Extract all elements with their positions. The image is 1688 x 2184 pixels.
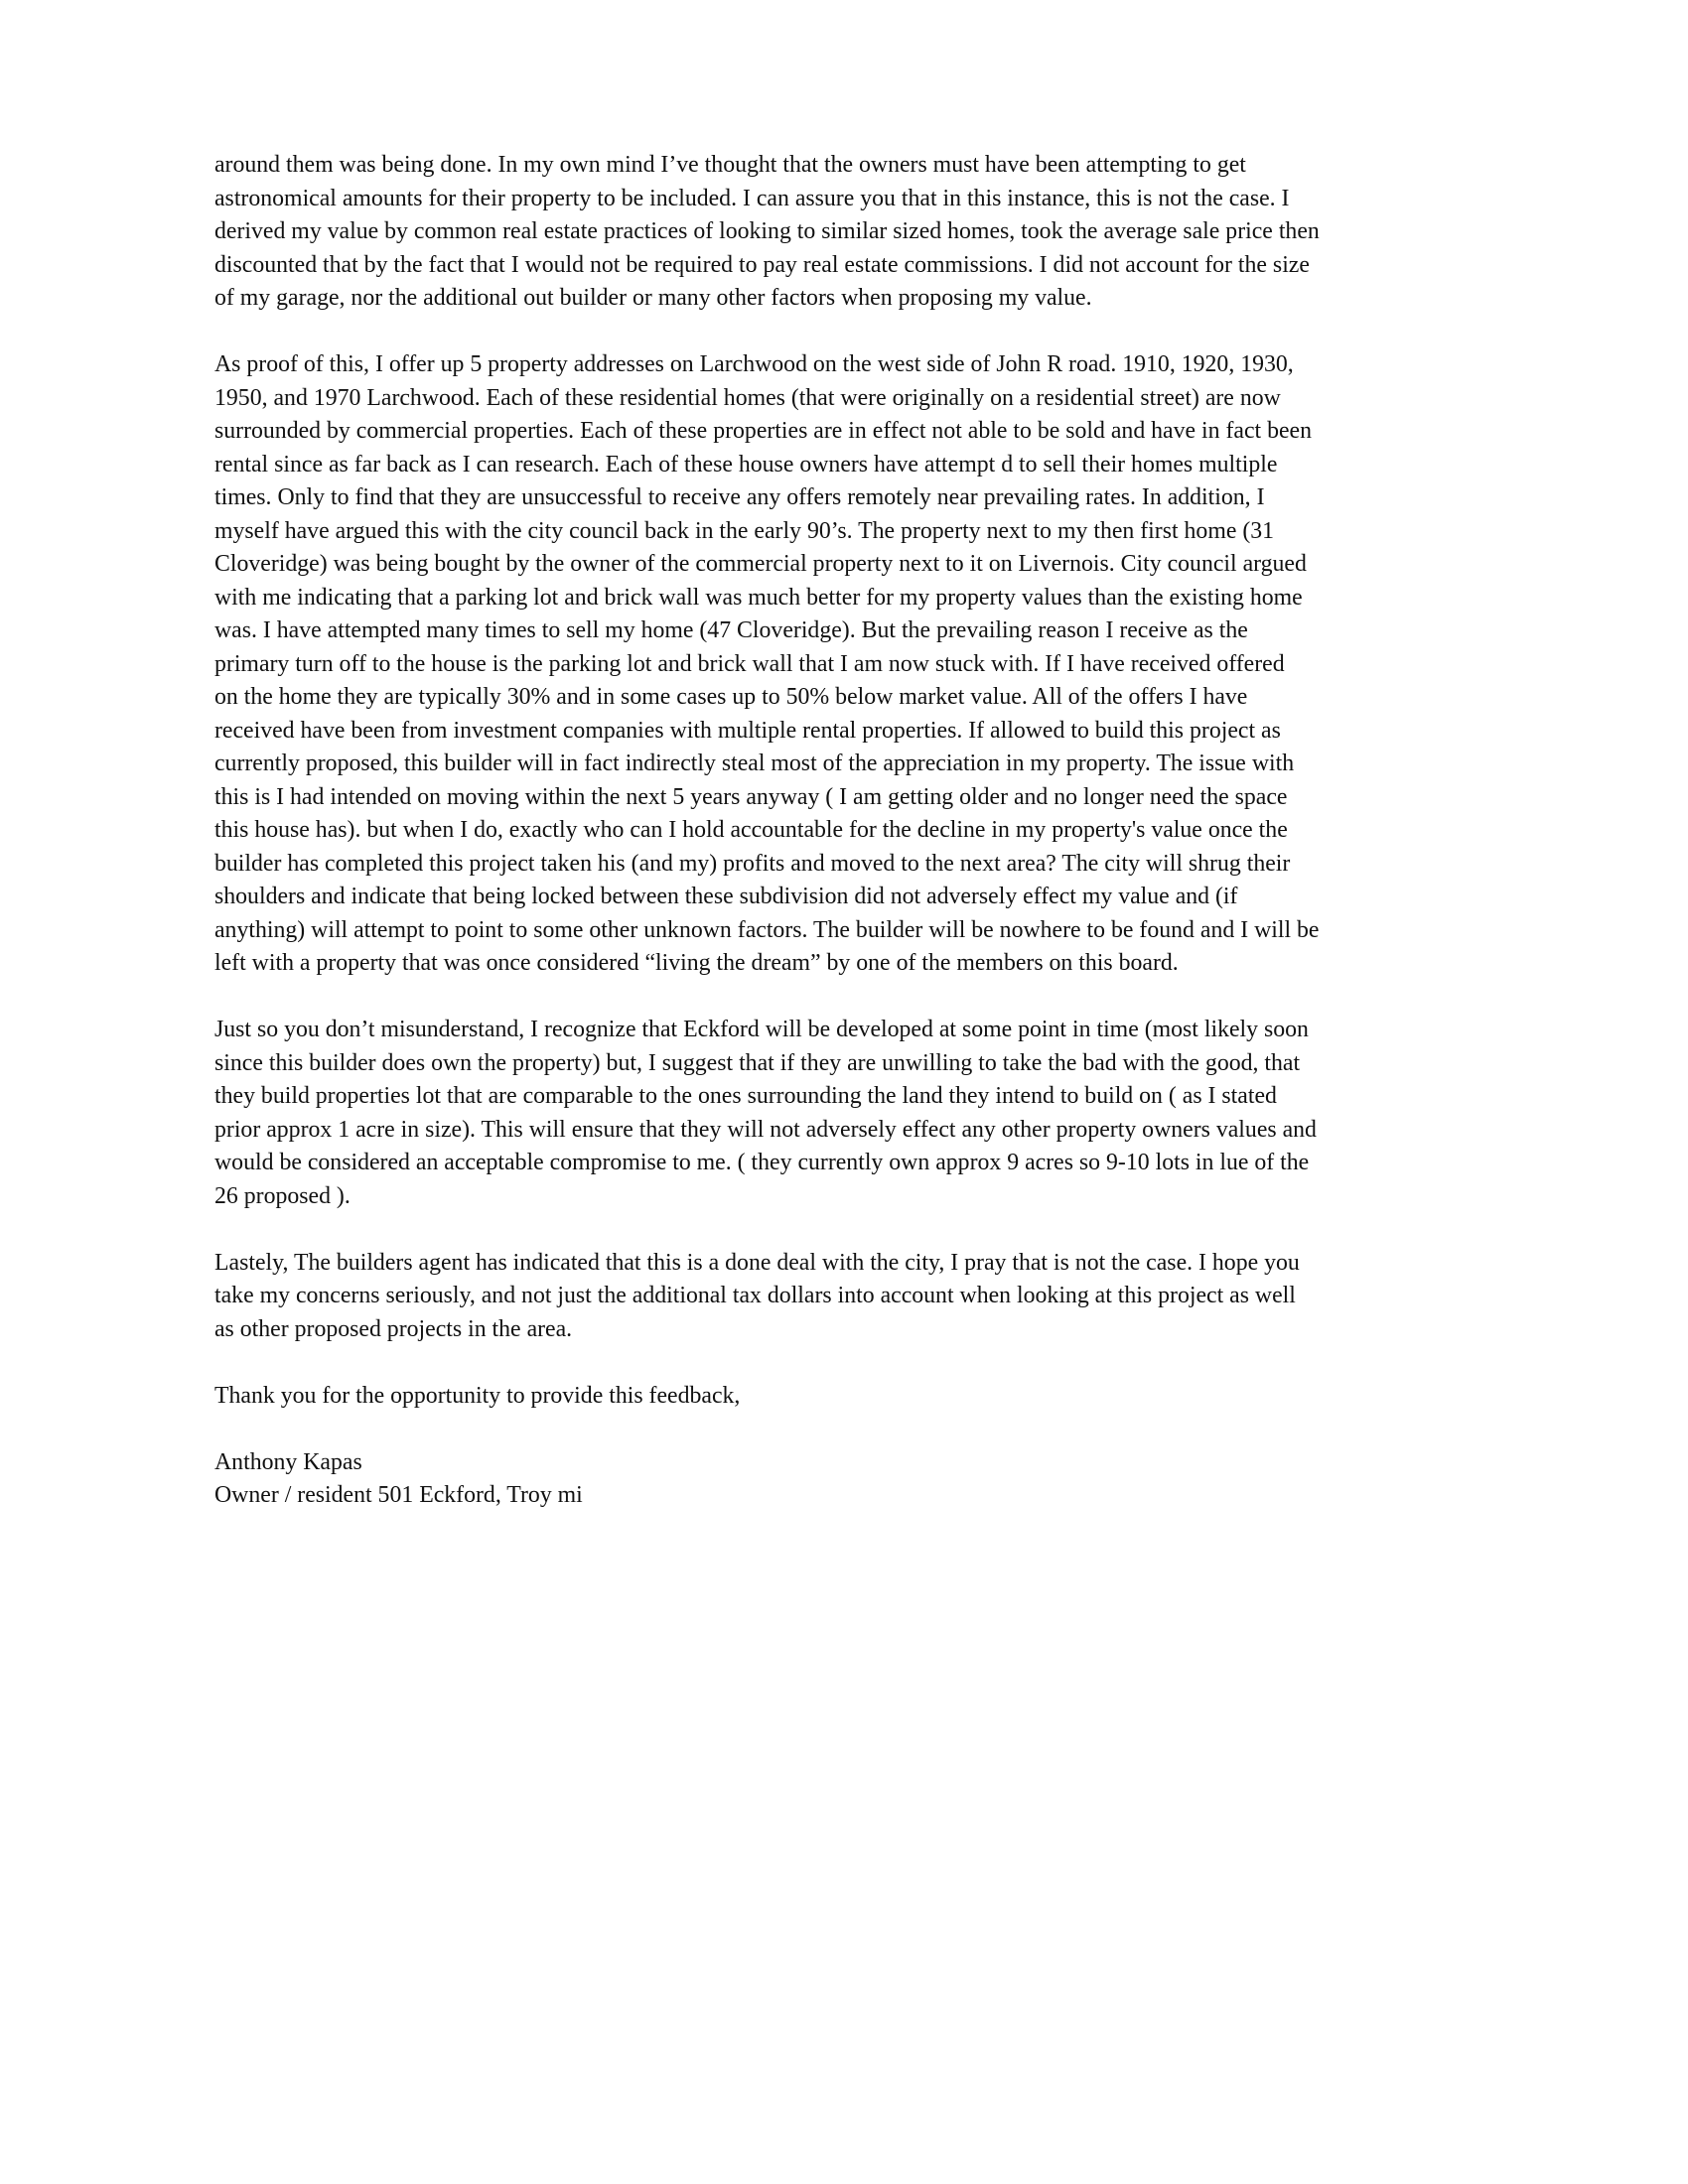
paragraph-eckford-compromise: Just so you don’t misunderstand, I recognize that Eckford will be developed at some point in time (most likely soon since this builder does own the property) but, I suggest that if they are unwilling to take the bad with the good, that they build properties lot that are comparable to the ones surrounding the land they intend to build on ( as I stated prior approx 1 acre in size). This will ensure that they will not adversely effect any other property owners values and would be considered an acceptable compromise to me. ( they currently own approx 9 acres so 9-10 lots in lue of the 26 proposed ). [214, 1017, 1317, 1209]
signature-block [214, 1446, 1480, 1513]
paragraph-closing-concerns: Lastely, The builders agent has indicated that this is a done deal with the city, I pray that is not the case. I hope you take my concerns seriously, and not just the additional tax dollars into account when looking at this project as well as other proposed projects in the area. [214, 1249, 1300, 1342]
paragraph-larchwood-proof: As proof of this, I offer up 5 property addresses on Larchwood on the west side of John R road. 1910, 1920, 1930, 1950, and 1970 Larchwood. Each of these residential homes (that were originally on a residential street) are now surrounded by commercial properties. Each of these properties are in effect not able to be sold and have in fact been rental since as far back as I can research. Each of these house owners have attempt d to sell their homes multiple times. Only to find that they are unsuccessful to receive any offers remotely near prevailing rates. In addition, I myself have argued this with the city council back in the early 90’s. The property next to my then first home (31 Cloveridge) was being bought by the owner of the commercial property next to it on Livernois. City council argued with me indicating that a parking lot and brick wall was much better for my property values than the existing home was. I have attempted many times to sell my home (47 Cloveridge). But the prevailing reason I receive as the primary turn off to the house is the parking lot and brick wall that I am now stuck with. If I have received offered on the home they are typically 30% and in some cases up to 50% below market value. All of the offers I have received have been from investment companies with multiple rental properties. If allowed to build this project as currently proposed, this builder will in fact indirectly steal most of the appreciation in my property. The issue with this is I had intended on moving within the next 5 years anyway ( I am getting older and no longer need the space this house has). but when I do, exactly who can I hold accountable for the decline in my property's value once the builder has completed this project taken his (and my) profits and moved to the next area? The city will shrug their shoulders and indicate that being locked between these subdivision did not adversely effect my value and (if anything) will attempt to point to some other unknown factors. The builder will be nowhere to be found and I will be left with a property that was once considered “living the dream” by one of the members on this board. [214, 351, 1320, 976]
signature-name: Anthony Kapas [214, 1448, 362, 1475]
paragraph-thank-you: Thank you for the opportunity to provide this feedback, [214, 1382, 741, 1409]
signature-title: Owner / resident 501 Eckford, Troy mi [214, 1482, 583, 1508]
paragraph-value-justification: around them was being done. In my own mind I’ve thought that the owners must have been attempting to get astronomical amounts for their property to be included. I can assure you that in this instance, this is not the case. I derived my value by common real estate practices of looking to similar sized homes, took the average sale price then discounted that by the fact that I would not be required to pay real estate commissions. I did not account for the size of my garage, nor the additional out builder or many other factors when proposing my value. [214, 152, 1320, 311]
letter-page [214, 149, 1480, 1513]
